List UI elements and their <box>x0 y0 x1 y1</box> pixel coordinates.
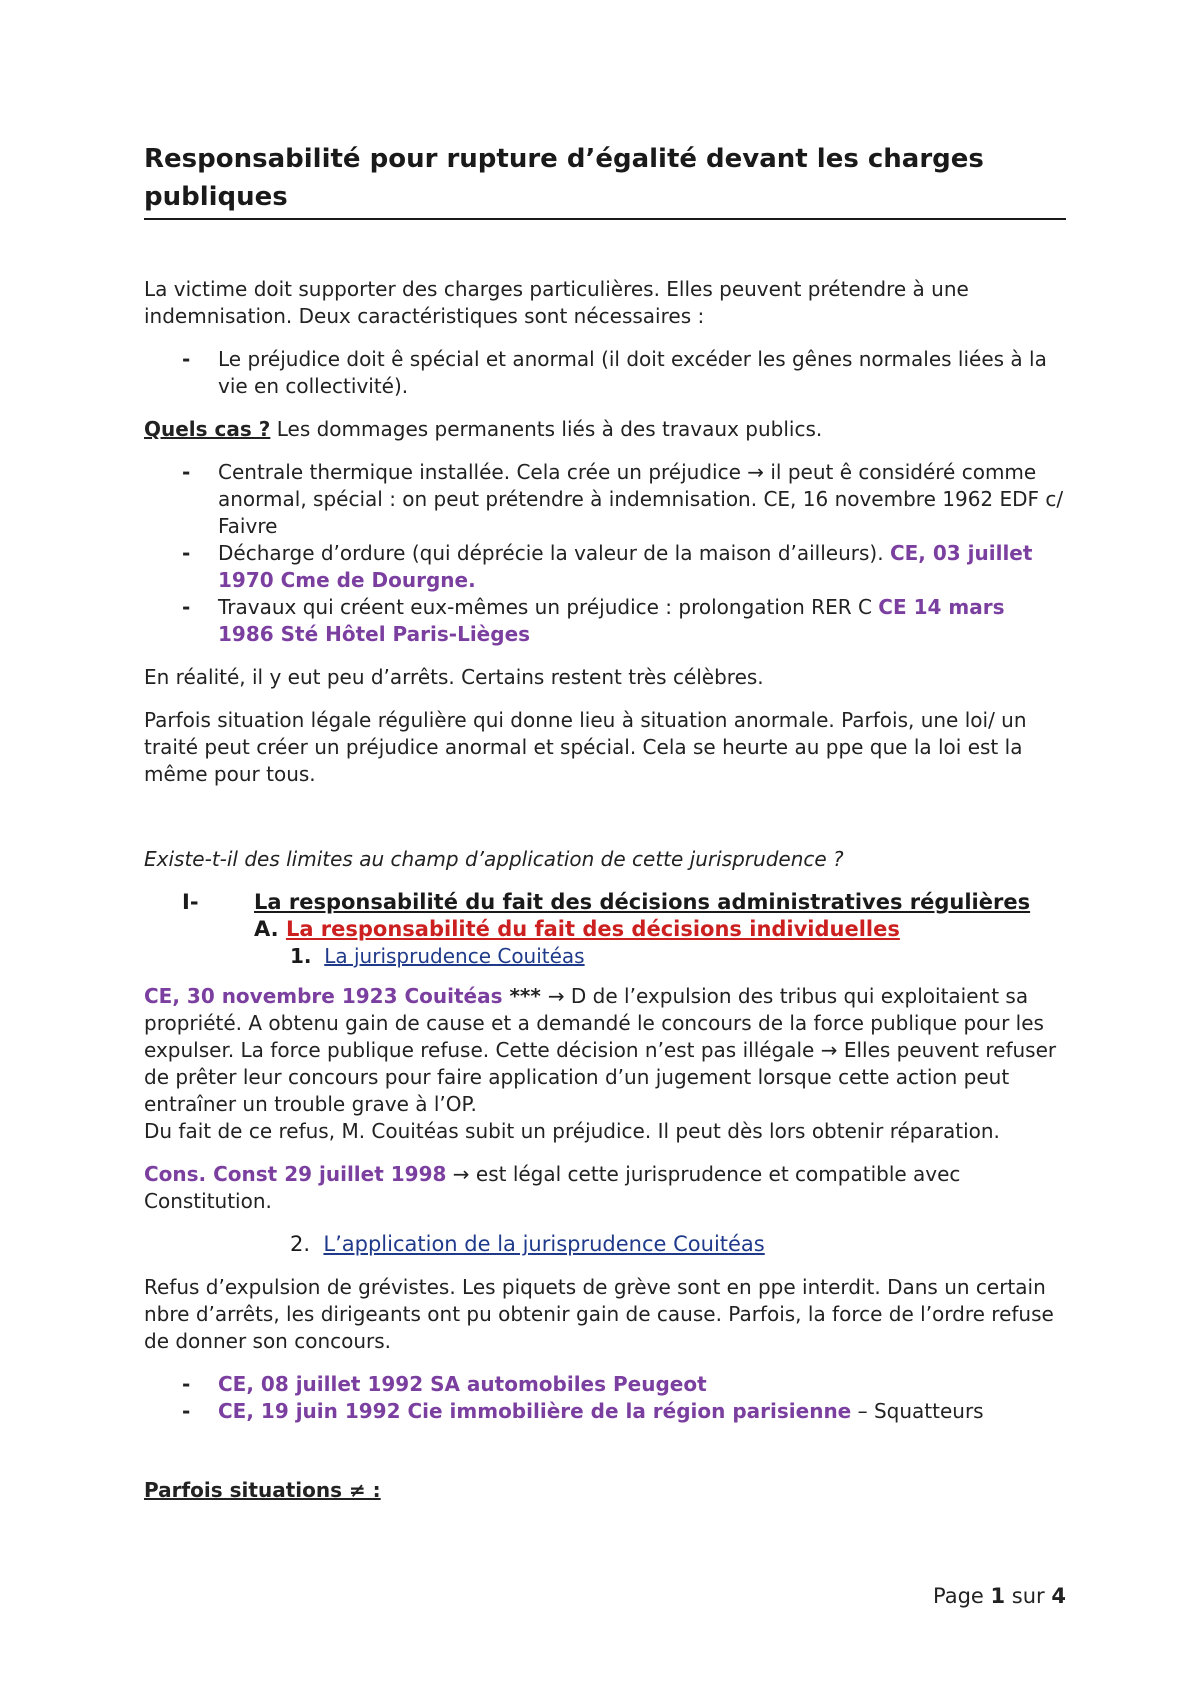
parfois-situations-heading: Parfois situations ≠ : <box>144 1478 381 1502</box>
question-paragraph: Existe-t-il des limites au champ d’application de cette jurisprudence ? <box>144 847 844 871</box>
dash-bullet: - <box>182 541 191 565</box>
list-item: - CE, 19 juin 1992 Cie immobilière de la région parisienne – Squatteurs <box>182 1399 984 1423</box>
page-footer: Page 1 sur 4 <box>932 1584 1066 1608</box>
case-reference: CE, 08 juillet 1992 SA automobiles Peugeot <box>218 1372 707 1396</box>
section-heading-1-1: 1. La jurisprudence Couitéas <box>290 944 585 968</box>
dash-bullet: - <box>182 460 191 484</box>
dash-bullet: - <box>182 1372 191 1396</box>
list-item: - Le préjudice doit ê spécial et anormal (il doit excéder les gênes normales liées à la vie en collectivité). <box>182 347 1047 398</box>
page-number: 1 <box>990 1584 1006 1608</box>
intro-paragraph: La victime doit supporter des charges particulières. Elles peuvent prétendre à une indemnisation. Deux caractéristiques sont nécessaires : <box>144 277 969 328</box>
case-reference: CE, 03 juillet 1970 Cme de Dourgne. <box>218 541 1033 592</box>
couiteas-paragraph-2: Du fait de ce refus, M. Couitéas subit un préjudice. Il peut dès lors obtenir réparation. <box>144 1119 1000 1143</box>
dash-bullet: - <box>182 347 191 371</box>
dash-bullet: - <box>182 595 191 619</box>
greve-cases-list <box>144 1371 1066 1425</box>
reality-paragraph: En réalité, il y eut peu d’arrêts. Certains restent très célèbres. <box>144 665 764 689</box>
section-heading-1: I- La responsabilité du fait des décisions administratives régulières <box>182 890 1031 914</box>
case-reference: Cons. Const 29 juillet 1998 <box>144 1162 447 1186</box>
cases-list <box>144 459 1066 648</box>
cons-const-paragraph: Cons. Const 29 juillet 1998 → est légal cette jurisprudence et compatible avec Constitution. <box>144 1162 961 1213</box>
page-total: 4 <box>1051 1584 1066 1608</box>
section-heading-a: A. La responsabilité du fait des décisions individuelles <box>254 917 900 941</box>
page-title: Responsabilité pour rupture d’égalité devant les charges publiques <box>144 140 1066 220</box>
case-reference: CE, 30 novembre 1923 Couitéas <box>144 984 503 1008</box>
list-item: - Centrale thermique installée. Cela crée un préjudice → il peut ê considéré comme anormal, spécial : on peut prétendre à indemnisation. CE, 16 novembre 1962 EDF c/ Faivre <box>182 460 1064 538</box>
section-heading-1-2: 2. L’application de la jurisprudence Couitéas <box>290 1232 765 1256</box>
document-content <box>144 140 1066 1504</box>
quels-cas-label: Quels cas ? <box>144 417 271 441</box>
parfois-paragraph: Parfois situation légale régulière qui donne lieu à situation anormale. Parfois, une loi/ un traité peut créer un préjudice anormal et spécial. Cela se heurte au ppe que la loi est la même pour tous. <box>144 708 1027 786</box>
case-reference: CE 14 mars 1986 Sté Hôtel Paris-Lièges <box>218 595 1005 646</box>
list-item <box>144 1371 1066 1398</box>
quels-cas-paragraph: Quels cas ? Les dommages permanents liés à des travaux publics. <box>144 417 823 441</box>
characteristics-list <box>144 346 1066 400</box>
list-item: - Travaux qui créent eux-mêmes un préjudice : prolongation RER C CE 14 mars 1986 Sté Hôtel Paris-Lièges <box>182 595 1005 646</box>
list-item: - Décharge d’ordure (qui déprécie la valeur de la maison d’ailleurs). CE, 03 juillet 1970 Cme de Dourgne. <box>182 541 1033 592</box>
dash-bullet: - <box>182 1399 191 1423</box>
refus-paragraph: Refus d’expulsion de grévistes. Les piquets de grève sont en ppe interdit. Dans un certain nbre d’arrêts, les dirigeants ont pu obtenir gain de cause. Parfois, la force de l’ordre refuse de donner son concours. <box>144 1275 1054 1353</box>
case-reference: CE, 19 juin 1992 Cie immobilière de la région parisienne <box>218 1399 852 1423</box>
couiteas-paragraph: CE, 30 novembre 1923 Couitéas *** → D de l’expulsion des tribus qui exploitaient sa propriété. A obtenu gain de cause et a demandé le concours de la force publique pour les expulser. La force publique refuse. Cette décision n’est pas illégale → Elles peuvent refuser de prêter leur concours pour faire application d’un jugement lorsque cette action peut entraîner un trouble grave à l’OP. <box>144 984 1057 1116</box>
